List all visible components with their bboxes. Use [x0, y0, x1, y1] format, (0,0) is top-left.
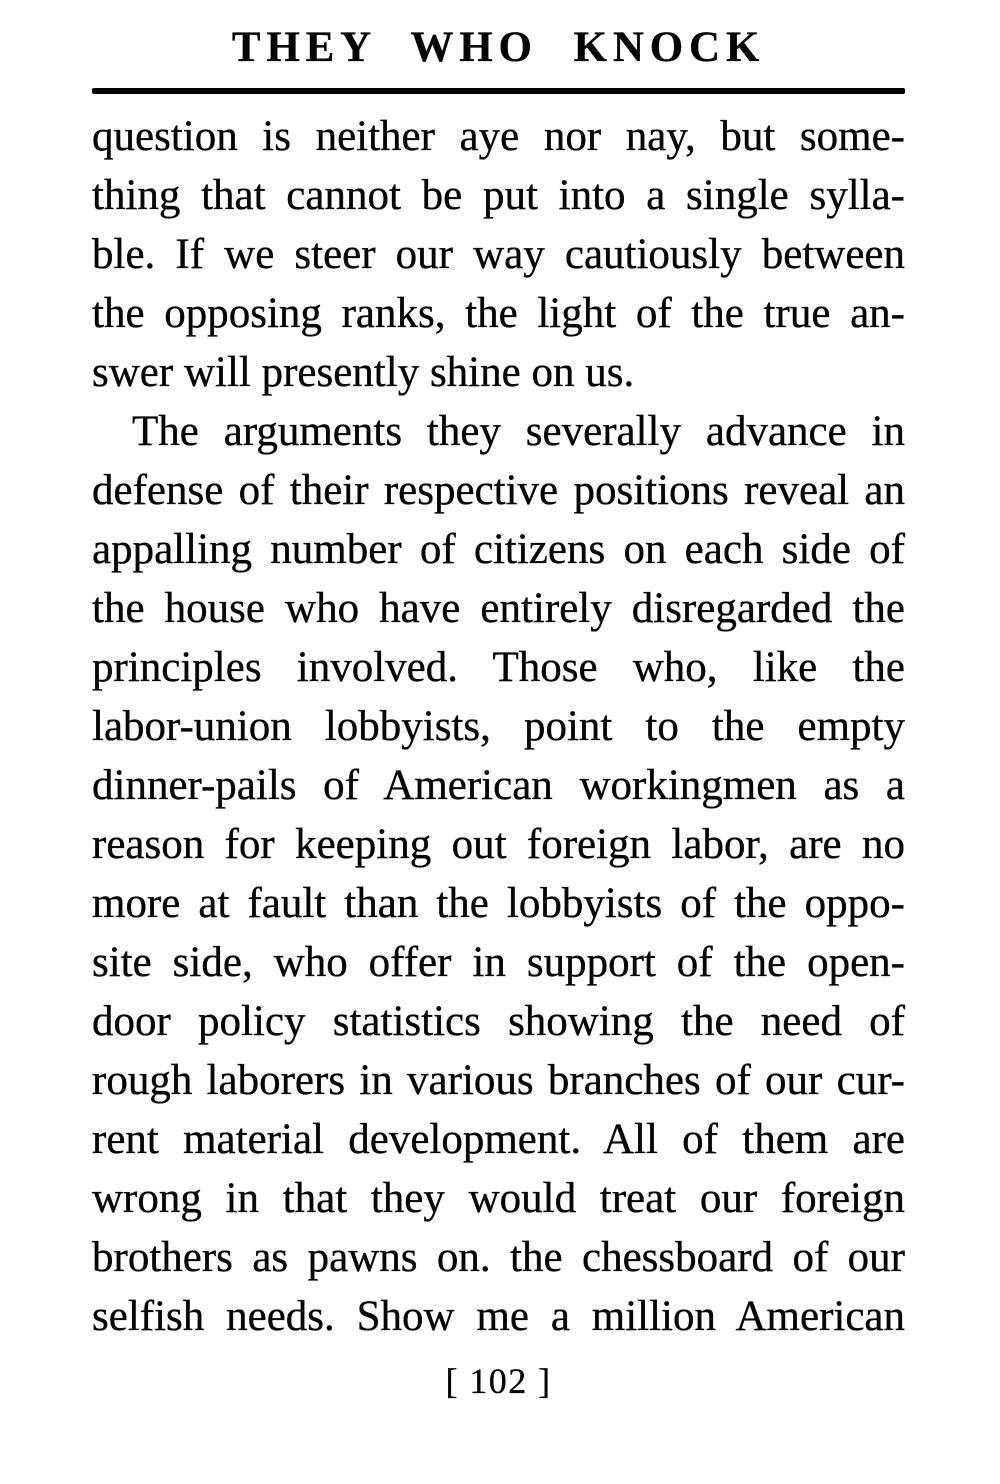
text-line: defense of their respective positions reveal an	[92, 467, 905, 515]
text-line-paragraph-end: swer will presently shine on us.	[92, 349, 635, 397]
text-line: selfish needs. Show me a million American	[92, 1293, 905, 1341]
text-line: rent material development. All of them are	[92, 1116, 905, 1164]
text-line: wrong in that they would treat our foreign	[92, 1175, 905, 1223]
text-line: question is neither aye nor nay, but some-	[92, 113, 905, 161]
text-line: brothers as pawns on. the chessboard of our	[92, 1234, 905, 1282]
text-line-paragraph-start: The arguments they severally advance in	[132, 408, 905, 456]
text-line: labor-union lobbyists, point to the empty	[92, 703, 905, 751]
text-line: more at fault than the lobbyists of the oppo-	[92, 880, 905, 928]
body-text	[92, 107, 905, 1346]
text-line: appalling number of citizens on each side of	[92, 526, 905, 574]
text-line: the house who have entirely disregarded the	[92, 585, 905, 633]
page-number: [ 102 ]	[445, 1361, 552, 1402]
text-line: door policy statistics showing the need of	[92, 998, 905, 1046]
text-line: ble. If we steer our way cautiously between	[92, 231, 905, 279]
text-line: dinner-pails of American workingmen as a	[92, 762, 905, 810]
text-line: principles involved. Those who, like the	[92, 644, 905, 692]
text-line: rough laborers in various branches of our cur-	[92, 1057, 905, 1105]
text-line: the opposing ranks, the light of the true an-	[92, 290, 905, 338]
running-header-title: THEY WHO KNOCK	[231, 24, 766, 71]
text-line: site side, who offer in support of the open-	[92, 939, 905, 987]
text-line: reason for keeping out foreign labor, are no	[92, 821, 905, 869]
header-rule	[92, 88, 905, 94]
text-line: thing that cannot be put into a single sylla-	[92, 172, 905, 220]
